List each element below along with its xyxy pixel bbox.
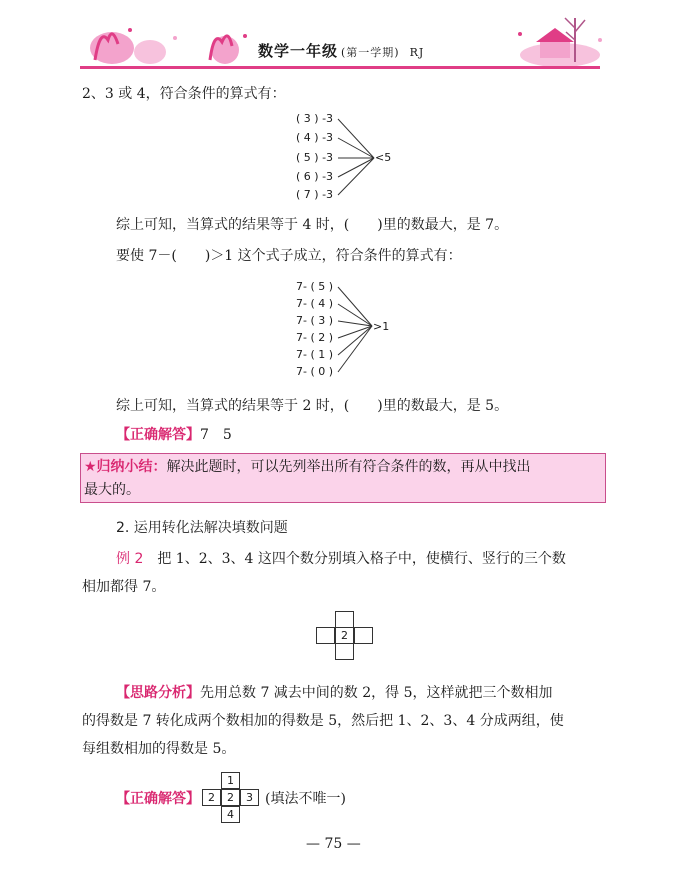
summary-box	[80, 453, 606, 503]
diagram-1-line: ( 7 ) -3	[296, 188, 334, 201]
diagram-2-line: 7- ( 5 )	[296, 280, 334, 293]
answer-2-note: (填法不唯一)	[265, 791, 346, 807]
conclusion-1: 综上可知，当算式的结果等于 4 时，( )里的数最大，是 7。	[116, 217, 509, 233]
page-header	[0, 0, 689, 80]
header-edition: RJ	[409, 46, 425, 59]
grid-cell-top	[335, 611, 354, 628]
example-label: 例 2	[116, 551, 144, 567]
example-text-1: 把 1、2、3、4 这四个数分别填入格子中，使横行、竖行的三个数	[157, 551, 566, 567]
example-2-line-1	[116, 549, 566, 569]
analysis-line-3: 每组数相加的得数是 5。	[82, 741, 236, 757]
grid-cell-left	[316, 627, 335, 644]
analysis-line-2: 的得数是 7 转化成两个数相加的得数是 5，然后把 1、2、3、4 分成两组，使	[82, 713, 564, 729]
answer-1	[116, 425, 232, 445]
answer-cell-top: 1	[221, 772, 240, 789]
grid-cell-center: 2	[335, 627, 354, 644]
diagram-1-line: ( 4 ) -3	[296, 131, 334, 144]
page-number: — 75 —	[306, 836, 361, 852]
answer-label: 【正确解答】	[116, 427, 200, 443]
summary-text-1: 解决此题时，可以先列举出所有符合条件的数，再从中找出	[166, 459, 531, 475]
answer-cell-left: 2	[202, 789, 221, 806]
summary-line-1	[84, 457, 531, 477]
answer-cell-center: 2	[221, 789, 240, 806]
analysis-text-1: 先用总数 7 减去中间的数 2，得 5，这样就把三个数相加	[200, 685, 553, 701]
section-2-title: 2. 运用转化法解决填数问题	[116, 520, 288, 536]
answer-cell-bottom: 4	[221, 806, 240, 823]
summary-label: ★归纳小结：	[84, 459, 167, 475]
answer-2-label-text: 【正确解答】	[116, 791, 200, 807]
analysis-label: 【思路分析】	[116, 685, 200, 701]
grid-cell-right	[354, 627, 373, 644]
header-title: 数学一年级 (第一学期) RJ	[258, 42, 425, 60]
condition-2: 要使 7－( )＞1 这个式子成立，符合条件的算式有：	[116, 248, 462, 264]
grid-cell-bottom	[335, 643, 354, 660]
intro-line: 2、3 或 4，符合条件的算式有：	[82, 86, 286, 102]
answer-2-label	[116, 789, 200, 809]
summary-line-2: 最大的。	[84, 482, 140, 498]
header-subtitle: (第一学期)	[341, 46, 400, 59]
answer-cell-right: 3	[240, 789, 259, 806]
diagram-2-line: 7- ( 4 )	[296, 297, 334, 310]
diagram-2-line: 7- ( 0 )	[296, 365, 334, 378]
answer-1-value: 7 5	[200, 427, 232, 443]
diagram-2-line: 7- ( 2 )	[296, 331, 334, 344]
analysis-line-1	[116, 683, 553, 703]
diagram-2-result: >1	[373, 320, 390, 333]
diagram-2-line: 7- ( 1 )	[296, 348, 334, 361]
diagram-1-result: <5	[375, 151, 392, 164]
header-rule	[80, 66, 600, 69]
diagram-2-line: 7- ( 3 )	[296, 314, 334, 327]
diagram-1-line: ( 3 ) -3	[296, 112, 334, 125]
diagram-2-lines	[336, 278, 376, 378]
example-2-line-2: 相加都得 7。	[82, 579, 166, 595]
diagram-1-line: ( 5 ) -3	[296, 151, 334, 164]
conclusion-2: 综上可知，当算式的结果等于 2 时，( )里的数最大，是 5。	[116, 398, 509, 414]
diagram-1-line: ( 6 ) -3	[296, 170, 334, 183]
